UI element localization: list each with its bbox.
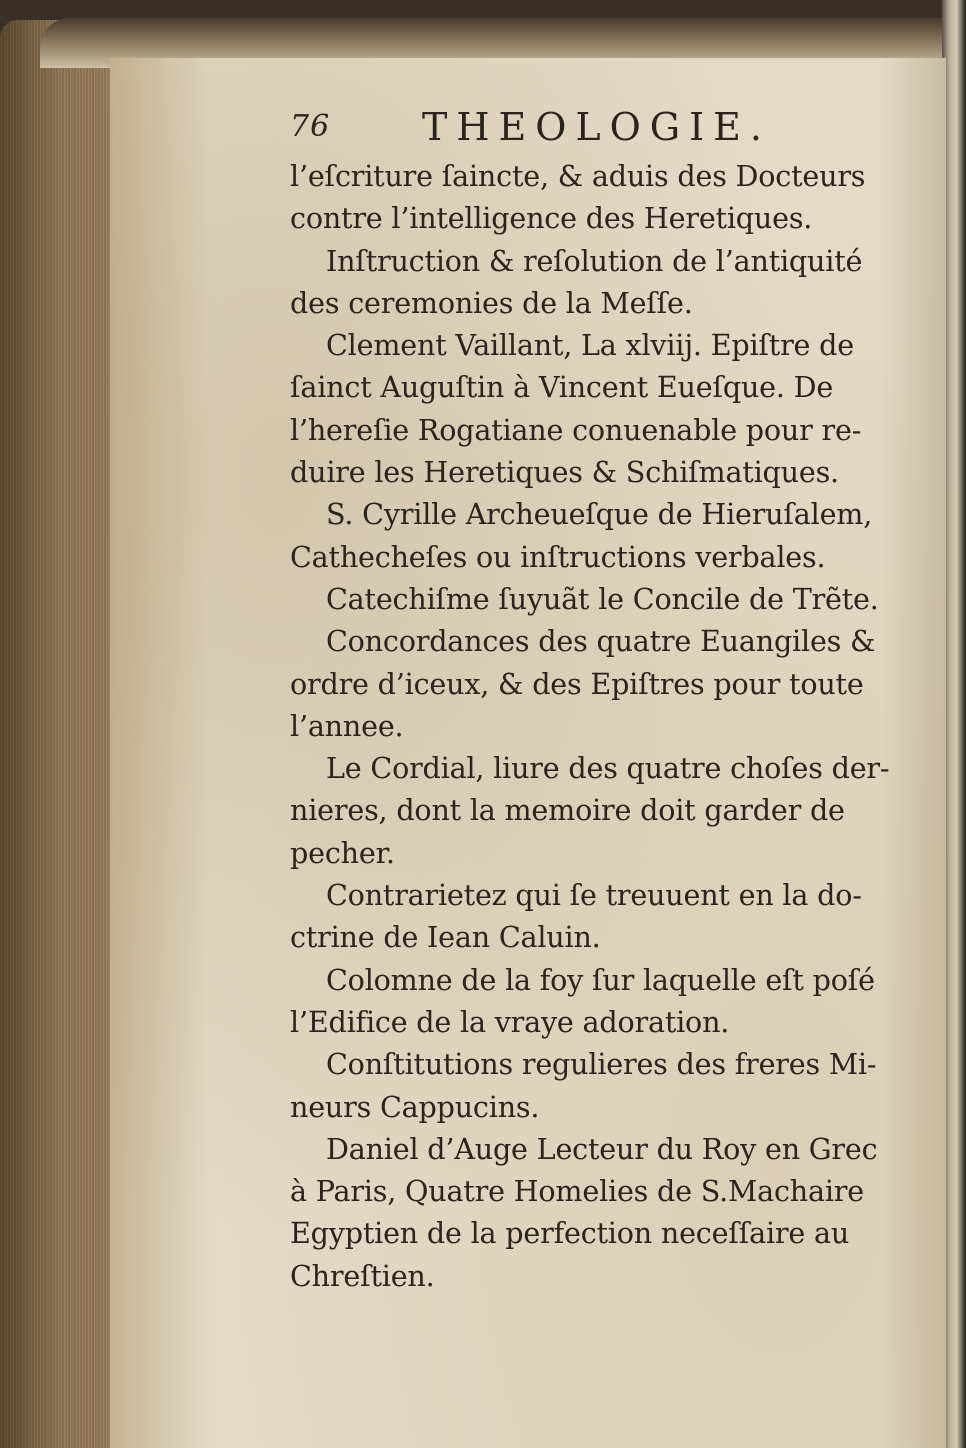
text-line: Catechiſme ſuyuãt le Concile de Trẽte. [326, 581, 879, 616]
text-line: Cathecheſes ou inſtructions verbales. [290, 539, 826, 574]
text-line: Daniel d’Auge Lecteur du Roy en Grec [326, 1131, 878, 1166]
page-number: 76 [290, 109, 331, 144]
text-line: Egyptien de la perfection neceſſaire au [290, 1216, 850, 1251]
text-line: pecher. [290, 835, 395, 870]
text-line: à Paris, Quatre Homelies de S.Machaire [290, 1174, 864, 1209]
text-line: Le Cordial, liure des quatre choſes der- [326, 751, 890, 786]
text-line: ſainct Auguſtin à Vincent Eueſque. De [290, 370, 834, 405]
text-line: Colomne de la foy ſur laquelle eſt poſé [326, 962, 875, 997]
text-line: nieres, dont la memoire doit garder de [290, 793, 845, 828]
text-line: l’annee. [290, 708, 404, 743]
text-line: ordre d’iceux, & des Epiſtres pour toute [290, 666, 864, 701]
text-line: neurs Cappucins. [290, 1089, 540, 1124]
text-line: Concordances des quatre Euangiles & [326, 624, 876, 659]
text-line: Chreſtien. [290, 1258, 435, 1293]
text-line: des ceremonies de la Meſſe. [290, 285, 693, 320]
text-line: l’eſcriture ſaincte, & aduis des Docteurs [290, 159, 866, 193]
text-line: duire les Heretiques & Schiſmatiques. [290, 455, 839, 490]
text-line: l’Edifice de la vraye adoration. [290, 1004, 730, 1039]
text-block [290, 105, 890, 1297]
text-line: contre l’intelligence des Heretiques. [290, 201, 813, 236]
text-lines [290, 155, 890, 1297]
running-title: THEOLOGIE. [422, 105, 771, 149]
text-line: l’hereſie Rogatiane conuenable pour re- [290, 412, 862, 447]
running-head [290, 105, 890, 161]
text-line: Inſtruction & reſolution de l’antiquité [326, 243, 863, 278]
text-line: S. Cyrille Archeueſque de Hieruſalem, [326, 497, 873, 532]
text-line: Conſtitutions regulieres des freres Mi- [326, 1047, 877, 1082]
text-line: Contrarietez qui ſe treuuent en la do- [326, 878, 862, 913]
text-line: ctrine de Iean Caluin. [290, 920, 601, 955]
text-line: Clement Vaillant, La xlviij. Epiſtre de [326, 328, 854, 363]
